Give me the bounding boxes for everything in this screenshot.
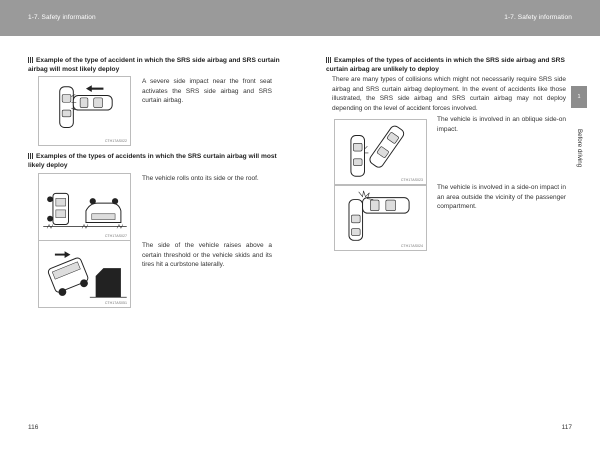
figure-side-impact [38, 76, 131, 146]
figure-rollover [38, 173, 131, 241]
chapter-label: Before driving [576, 129, 583, 168]
figure-code: CTH17AS022 [104, 139, 127, 143]
right-heading: Examples of the types of accidents in which the SRS side airbag and SRS curtain airbag are unlikely to deploy [326, 57, 565, 73]
side-impact-illustration [39, 77, 130, 145]
figure-side-on-impact [334, 185, 427, 251]
curbstone-illustration [39, 241, 130, 307]
side-on-impact-illustration [335, 186, 426, 250]
page-number-right: 117 [561, 424, 572, 431]
chapter-tab: 1 [571, 86, 587, 108]
left-section-title: 1-7. Safety information [28, 14, 96, 21]
caption-side-impact: A severe side impact near the front seat activates the SRS side airbag and SRS curtain airbag. [142, 78, 272, 105]
figure-code: CTH17AS051 [104, 301, 127, 305]
figure-code: CTH17AS027 [104, 234, 127, 238]
page-header [0, 0, 600, 36]
right-intro-paragraph: There are many types of collisions which might not necessarily require SRS side airbag and SRS curtain airbag deployment. In the event of accidents like those illustrated, the SRS side airbag and SRS curtain airbag may not deploy depending on the level of accident forces involved. [332, 76, 566, 112]
figure-code: CTH17AS024 [400, 244, 423, 248]
figure-oblique-impact [334, 119, 427, 185]
rollover-illustration [39, 174, 130, 240]
caption-oblique-impact: The vehicle is involved in an oblique side-on impact. [437, 116, 566, 133]
caption-rollover: The vehicle rolls onto its side or the roof. [142, 175, 259, 182]
left-heading-2: Examples of the types of accidents in which the SRS curtain airbag will most likely deploy [28, 153, 277, 169]
page-number-left: 116 [28, 424, 39, 431]
figure-curbstone [38, 240, 131, 308]
left-heading-1: Example of the type of accident in which the SRS side airbag and SRS curtain airbag will most likely deploy [28, 57, 280, 73]
right-section-title: 1-7. Safety information [504, 14, 572, 21]
caption-curbstone: The side of the vehicle raises above a certain threshold or the vehicle skids and its tires hit a curbstone laterally. [142, 242, 272, 269]
figure-code: CTH17AS023 [400, 178, 423, 182]
oblique-impact-illustration [335, 120, 426, 184]
caption-side-on-impact: The vehicle is involved in a side-on impact in an area outside the vicinity of the passenger compartment. [437, 184, 566, 211]
heading-marker-icon [28, 57, 34, 63]
heading-marker-icon [28, 153, 34, 159]
heading-marker-icon [326, 57, 332, 63]
